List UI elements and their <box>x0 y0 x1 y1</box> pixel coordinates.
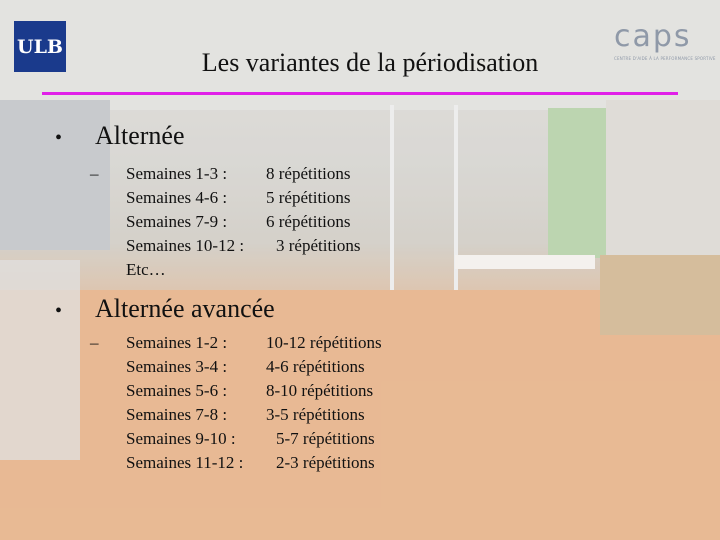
list-item: Semaines 10-12 : 3 répétitions <box>126 236 361 255</box>
dash-icon: – <box>90 333 99 352</box>
section-heading: Alternée avancée <box>95 294 275 323</box>
section-alternee <box>55 121 185 155</box>
list-item: Semaines 5-6 : 8-10 répétitions <box>126 381 374 400</box>
list-item: Semaines 11-12 : 2-3 répétitions <box>126 453 375 472</box>
list-item: Semaines 9-10 : 5-7 répétitions <box>126 429 375 448</box>
section-alternee-avancee <box>55 294 275 328</box>
dash-icon: – <box>90 164 99 183</box>
bullet-icon: • <box>55 127 63 149</box>
list-item: Semaines 7-8 : 3-5 répétitions <box>126 405 365 424</box>
list-item: Semaines 1-3 : 8 répétitions <box>126 164 351 183</box>
caps-logo-tagline: CENTRE D'AIDE À LA PERFORMANCE SPORTIVE <box>614 56 716 61</box>
section-heading: Alternée <box>95 121 185 150</box>
title-underline <box>42 92 678 95</box>
list-item: Semaines 3-4 : 4-6 répétitions <box>126 357 365 376</box>
list-item: Semaines 7-9 : 6 répétitions <box>126 212 351 231</box>
ulb-logo: ULB <box>14 21 66 72</box>
list-item: Semaines 1-2 : 10-12 répétitions <box>126 333 382 352</box>
caps-logo <box>614 19 716 70</box>
bullet-icon: • <box>55 300 63 322</box>
list-item: Etc… <box>126 260 166 279</box>
caps-logo-word: caps <box>614 19 692 54</box>
slide-title: Les variantes de la périodisation <box>201 48 539 77</box>
list-item: Semaines 4-6 : 5 répétitions <box>126 188 351 207</box>
